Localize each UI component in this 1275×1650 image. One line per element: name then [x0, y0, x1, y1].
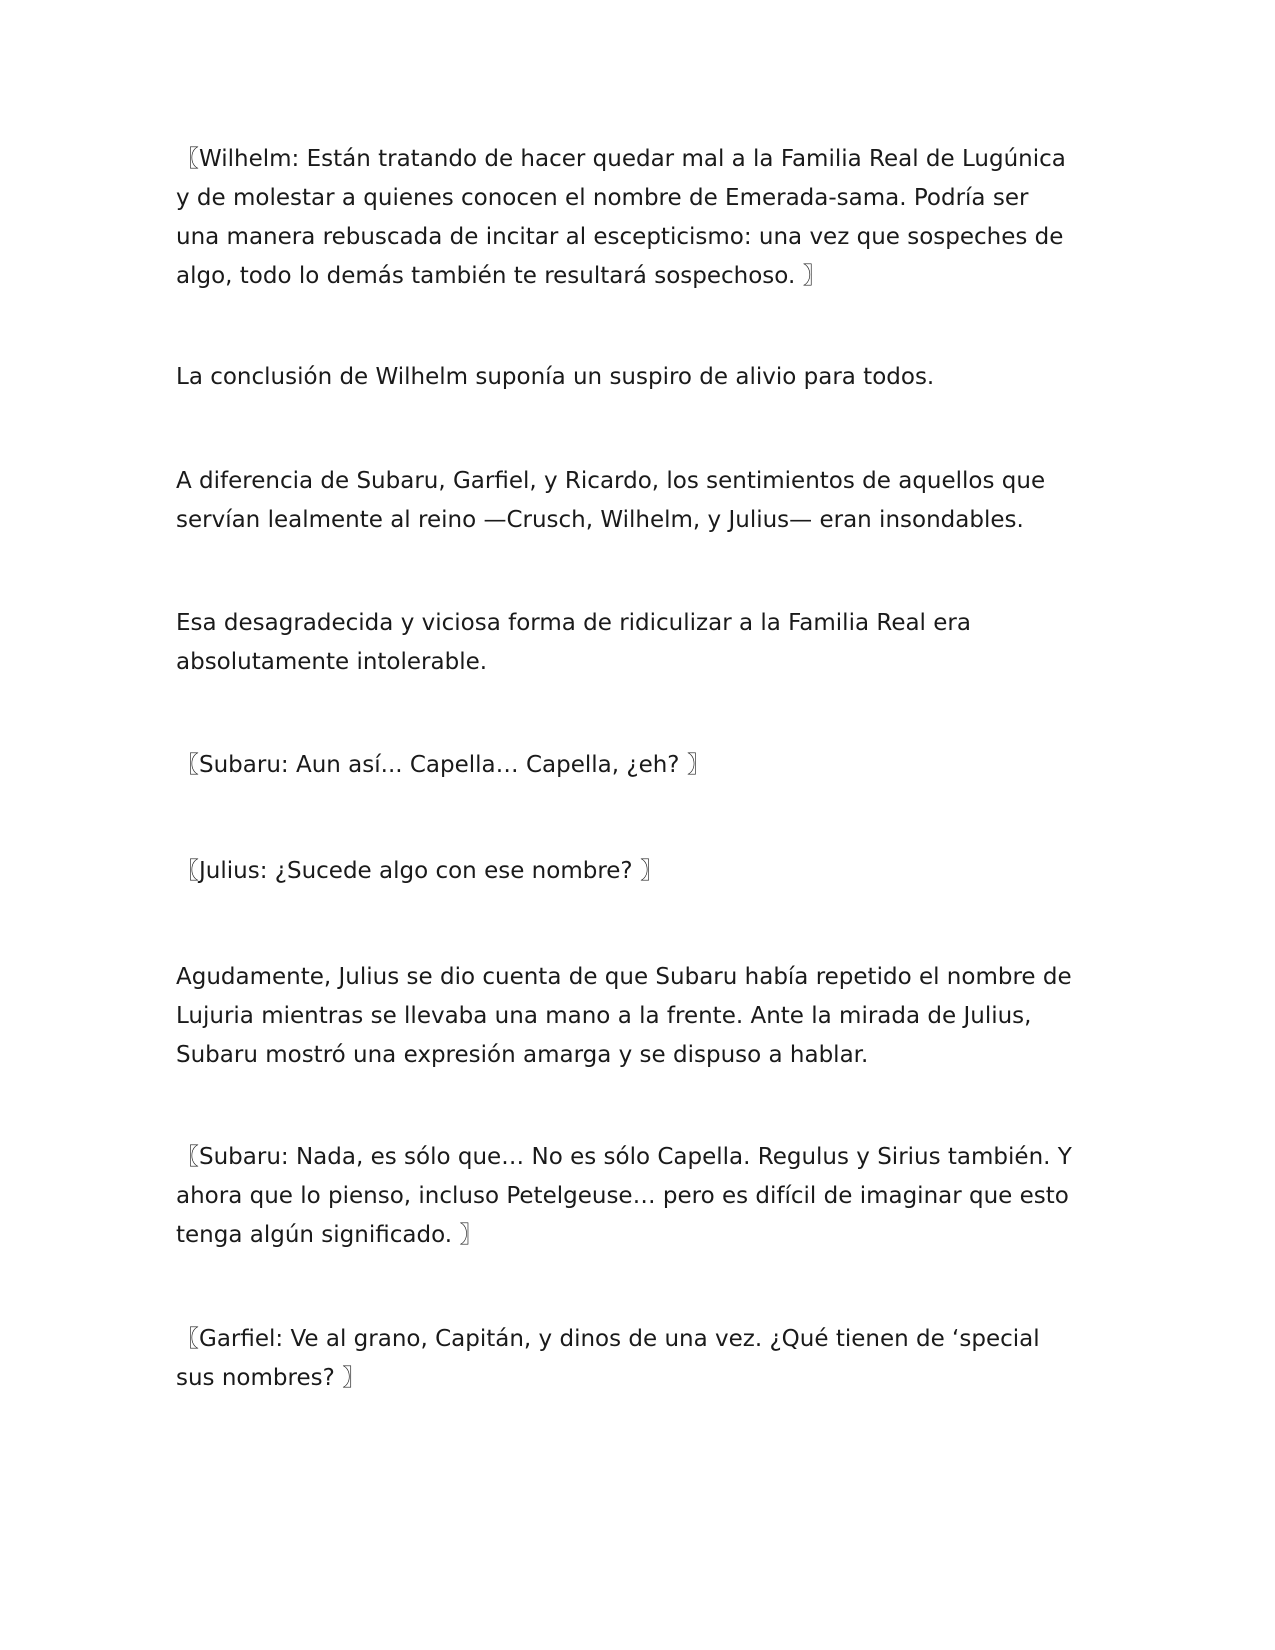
paragraph-julius-dialogue: 〖Julius: ¿Sucede algo con ese nombre? 〗	[176, 858, 663, 884]
paragraph-intolerable: Esa desagradecida y viciosa forma de ridiculizar a la Familia Real era absolutamente intolerable.	[176, 610, 971, 675]
paragraph-garfiel-dialogue: 〖Garfiel: Ve al grano, Capitán, y dinos de una vez. ¿Qué tienen de ‘special sus nombres? 〗	[176, 1326, 1040, 1391]
paragraph-conclusion: La conclusión de Wilhelm suponía un suspiro de alivio para todos.	[176, 364, 935, 390]
paragraph-feelings: A diferencia de Subaru, Garfiel, y Ricardo, los sentimientos de aquellos que servían lealmente al reino —Crusch, Wilhelm, y Julius— eran insondables.	[176, 468, 1046, 533]
paragraph-subaru-dialogue-2: 〖Subaru: Nada, es sólo que… No es sólo Capella. Regulus y Sirius también. Y ahora que lo pienso, incluso Petelgeuse… pero es difícil de imaginar que esto tenga algún significado. 〗	[176, 1144, 1072, 1248]
paragraph-julius-notices: Agudamente, Julius se dio cuenta de que Subaru había repetido el nombre de Lujuria mientras se llevaba una mano a la frente. Ante la mirada de Julius, Subaru mostró una expresión amarga y se dispuso a hablar.	[176, 964, 1072, 1068]
paragraph-subaru-dialogue-1: 〖Subaru: Aun así... Capella… Capella, ¿eh? 〗	[176, 752, 710, 778]
paragraph-wilhelm-dialogue: 〖Wilhelm: Están tratando de hacer quedar mal a la Familia Real de Lugúnica y de molestar a quienes conocen el nombre de Emerada-sama. Podría ser una manera rebuscada de incitar al escepticismo: una vez que sospeches de algo, todo lo demás también te resultará sospechoso. 〗	[176, 146, 1066, 289]
